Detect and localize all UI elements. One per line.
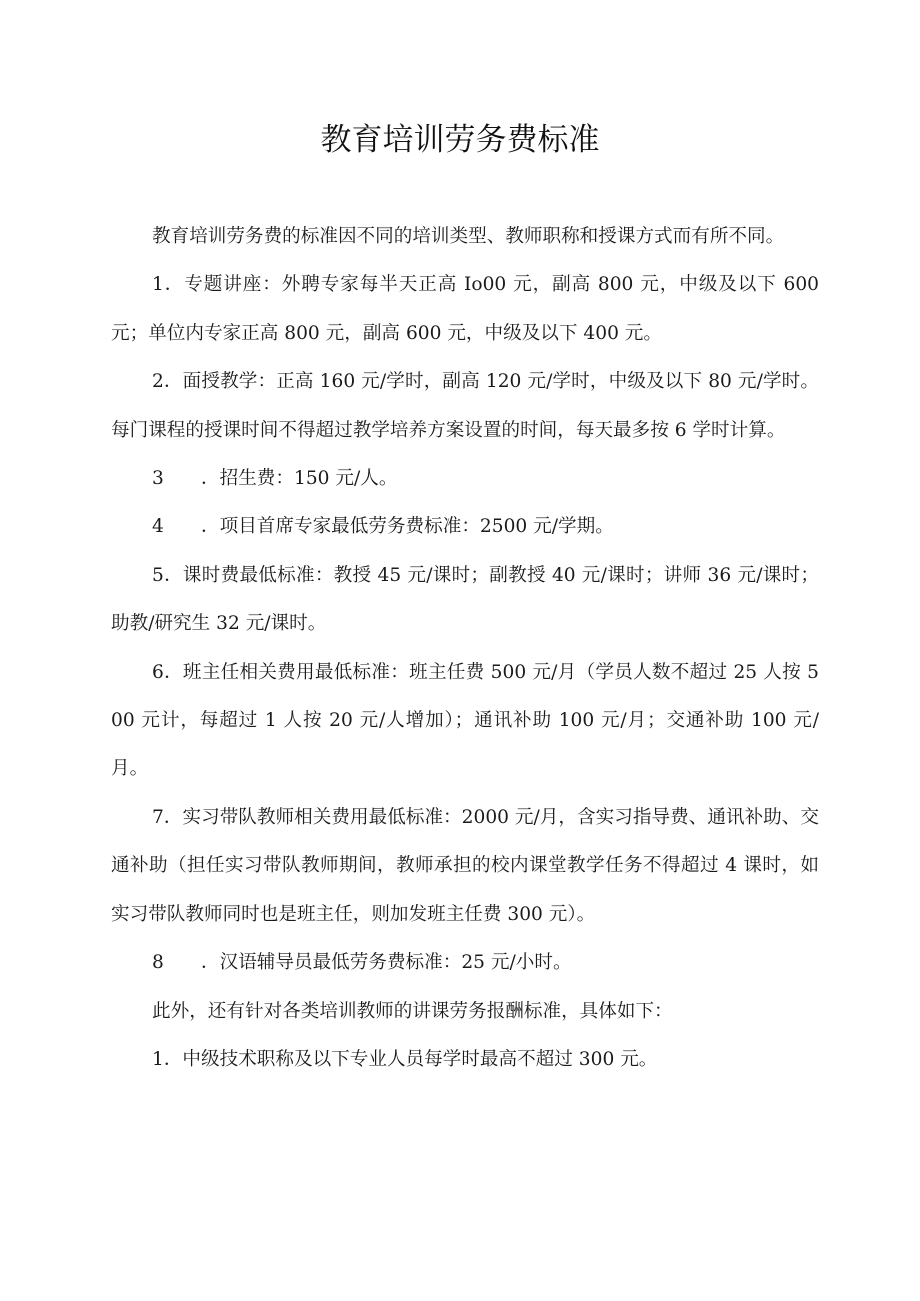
item-class-teacher: 6．班主任相关费用最低标准：班主任费 500 元/月（学员人数不超过 25 人按 500 元计，每超过 1 人按 20 元/人增加）；通讯补助 100 元/月；交通补助 100 元/月。 xyxy=(111,661,819,780)
additional-standards-intro: 此外，还有针对各类培训教师的讲课劳务报酬标准，具体如下： xyxy=(152,1000,673,1022)
document-body xyxy=(111,213,819,1084)
document-title: 教育培训劳务费标准 xyxy=(320,122,600,158)
item-chinese-tutor: 8 ．汉语辅导员最低劳务费标准：25 元/小时。 xyxy=(152,952,572,974)
item-teaching: 2．面授教学：正高 160 元/学时，副高 120 元/学时，中级及以下 80 元/学时。每门课程的授课时间不得超过教学培养方案设置的时间，每天最多按 6 学时计算。 xyxy=(111,371,819,441)
intro-paragraph: 教育培训劳务费的标准因不同的培训类型、教师职称和授课方式而有所不同。 xyxy=(152,226,785,247)
item-class-hour-fee: 5．课时费最低标准：教授 45 元/课时；副教授 40 元/课时；讲师 36 元/课时；助教/研究生 32 元/课时。 xyxy=(111,564,819,635)
item-lecture: 1．专题讲座：外聘专家每半天正高 Io00 元，副高 800 元，中级及以下 600 元；单位内专家正高 800 元，副高 600 元，中级及以下 400 元。 xyxy=(111,274,819,344)
standard-item-intermediate: 1．中级技术职称及以下专业人员每学时最高不超过 300 元。 xyxy=(152,1048,658,1070)
item-enrollment-fee: 3 ．招生费：150 元/人。 xyxy=(152,468,398,490)
item-chief-expert: 4 ．项目首席专家最低劳务费标准：2500 元/学期。 xyxy=(152,516,614,538)
item-internship-leader: 7．实习带队教师相关费用最低标准：2000 元/月，含实习指导费、通讯补助、交通补助（担任实习带队教师期间，教师承担的校内课堂教学任务不得超过 4 课时，如实习带队教师同时也是班主任，则加发班主任费 300 元）。 xyxy=(111,806,819,925)
